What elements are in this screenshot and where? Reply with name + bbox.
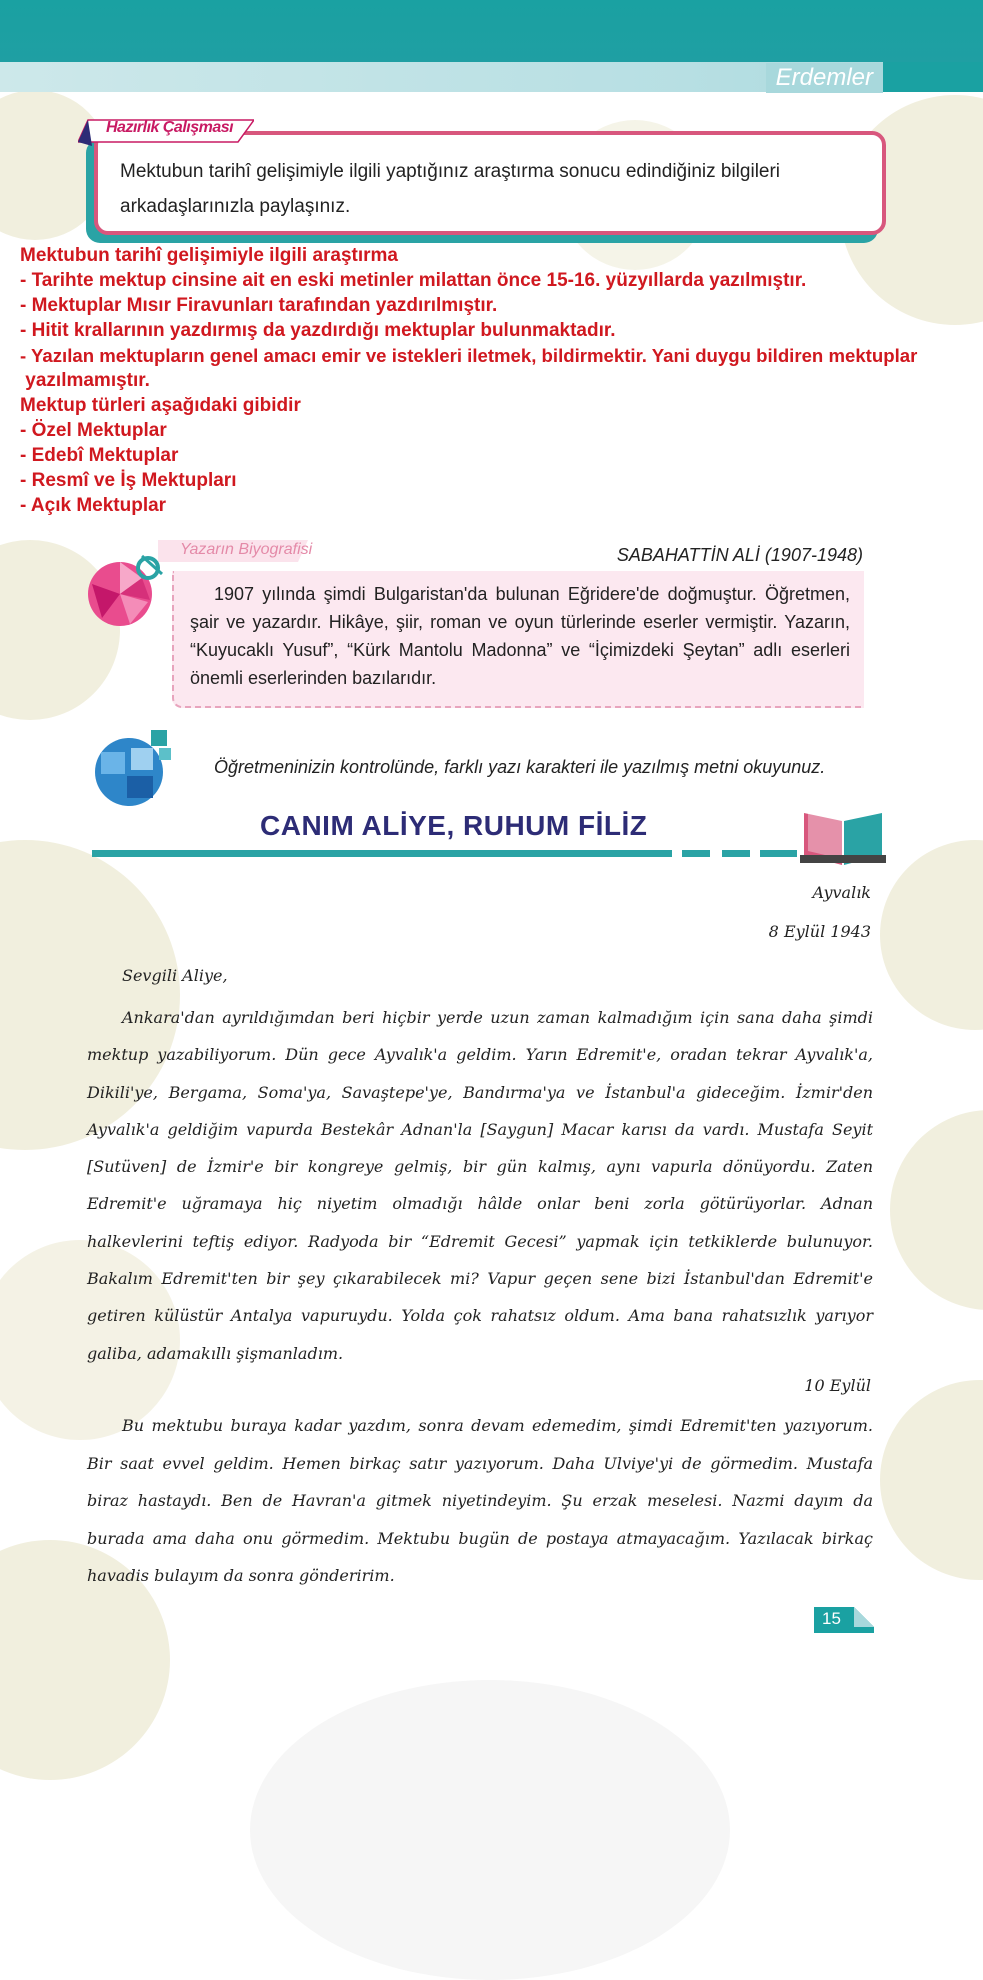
research-note-line: Mektubun tarihî gelişimiyle ilgili araştırma xyxy=(20,245,398,266)
author-name: SABAHATTİN ALİ (1907-1948) xyxy=(616,545,863,565)
research-note-line: - Tarihte mektup cinsine ait en eski metinler milattan önce 15-16. yüzyıllarda yazılmıştır. xyxy=(20,270,807,291)
page-number: 15 xyxy=(822,1609,841,1628)
background-bubble xyxy=(880,840,983,1030)
header-accent-strip xyxy=(883,62,983,92)
biography-text: 1907 yılında şimdi Bulgaristan'da bulunan Eğridere'de doğmuştur. Öğretmen, şair ve yazardır. Hikâye, şiir, roman ve oyun türlerinde eserler vermiştir. Yazarın, “Kuyucaklı Yusuf”, “Kürk Mantolu Madonna” ve “İçimizdeki Şeytan” adlı eserleri önemli eserlerinden bazılarıdır. xyxy=(190,584,850,688)
research-note-line: - Edebî Mektuplar xyxy=(20,445,179,466)
letter-title: CANIM ALİYE, RUHUM FİLİZ xyxy=(260,810,648,841)
letter-paragraph: Bu mektubu buraya kadar yazdım, sonra devam edemedim, şimdi Edremit'ten yazıyorum. Bir saat evvel geldim. Hemen birkaç satır yazıyorum. Daha Ulviye'yi de görmedim. Mustafa biraz hastaydı. Ben de Havran'a gitmek niyetindeyim. Şu erzak meselesi. Nazmi dayım da burada ama daha onu görmedim. Mektubu bugün de postaya atmayacağım. Yazılacak birkaç havadis bulayım da sonra gönderirim. xyxy=(87,1416,873,1586)
research-notes xyxy=(20,243,980,518)
letter-salutation: Sevgili Aliye, xyxy=(122,966,228,985)
title-underline xyxy=(92,850,797,857)
research-note-line: - Açık Mektuplar xyxy=(20,495,167,516)
background-bubble xyxy=(890,1110,983,1310)
research-note-line: - Yazılan mektupların genel amacı emir ve istekleri iletmek, bildirmektir. Yani duygu bildiren mektuplar xyxy=(20,345,918,366)
research-note-line: - Mektuplar Mısır Firavunları tarafından yazdırılmıştır. xyxy=(20,295,498,316)
research-note-line: - Resmî ve İş Mektupları xyxy=(20,470,237,491)
book-icon xyxy=(800,803,886,867)
background-bubble xyxy=(250,1680,730,1980)
letter-place: Ayvalık xyxy=(812,883,871,902)
header-bar xyxy=(0,0,983,62)
letter-second-date: 10 Eylül xyxy=(804,1376,871,1395)
reading-instruction: Öğretmeninizin kontrolünde, farklı yazı karakteri ile yazılmış metni okuyunuz. xyxy=(214,757,826,777)
globe-icon xyxy=(82,550,166,634)
research-note-line: - Özel Mektuplar xyxy=(20,420,167,441)
background-bubble xyxy=(880,1380,983,1580)
research-note-line: Mektup türleri aşağıdaki gibidir xyxy=(20,395,301,416)
preparation-ribbon-label: Hazırlık Çalışması xyxy=(106,119,234,136)
section-title: Erdemler xyxy=(766,63,883,93)
biography-ribbon-label: Yazarın Biyografisi xyxy=(180,541,313,558)
research-note-line: - Hitit krallarının yazdırmış da yazdırdığı mektuplar bulunmaktadır. xyxy=(20,320,616,341)
letter-date: 8 Eylül 1943 xyxy=(768,922,871,941)
preparation-text: Mektubun tarihî gelişimiyle ilgili yaptığınız araştırma sonucu edindiğiniz bilgileri arkadaşlarınızla paylaşınız. xyxy=(120,161,781,217)
puzzle-globe-icon xyxy=(85,722,177,814)
letter-paragraph: Ankara'dan ayrıldığımdan beri hiçbir yerde uzun zaman kalmadığım için sana daha şimdi mektup yazabiliyorum. Dün gece Ayvalık'a geldim. Yarın Edremit'e, oradan tekrar Ayvalık'a, Dikili'ye, Bergama, Soma'ya, Savaştepe'ye, Bandırma'ya ve İstanbul'a gideceğim. İzmir'den Ayvalık'a geldiğim vapurda Bestekâr Adnan'la [Saygun] Macar karısı da vardı. Mustafa Seyit [Sutüven] de İzmir'e bir kongreye gelmiş, bir gün kalmış, aynı vapurla dönüyordu. Zaten Edremit'e uğramaya hiç niyetim olmadığı hâlde onlar beni zorla götürüyorlar. Adnan halkevlerini teftiş ediyor. Radyoda bir “Edremit Gecesi” yapmak için tetkiklerde bulunuyor. Bakalım Edremit'ten bir şey çıkarabilecek mi? Vapur geçen sene bizi İstanbul'dan Edremit'e getiren külüstür Antalya vapuruydu. Yolda çok rahatsız oldum. Ama bana rahatsızlık yarıyor galiba, adamakıllı şişmanladım. xyxy=(87,1008,873,1363)
research-note-line: yazılmamıştır. xyxy=(20,370,150,391)
